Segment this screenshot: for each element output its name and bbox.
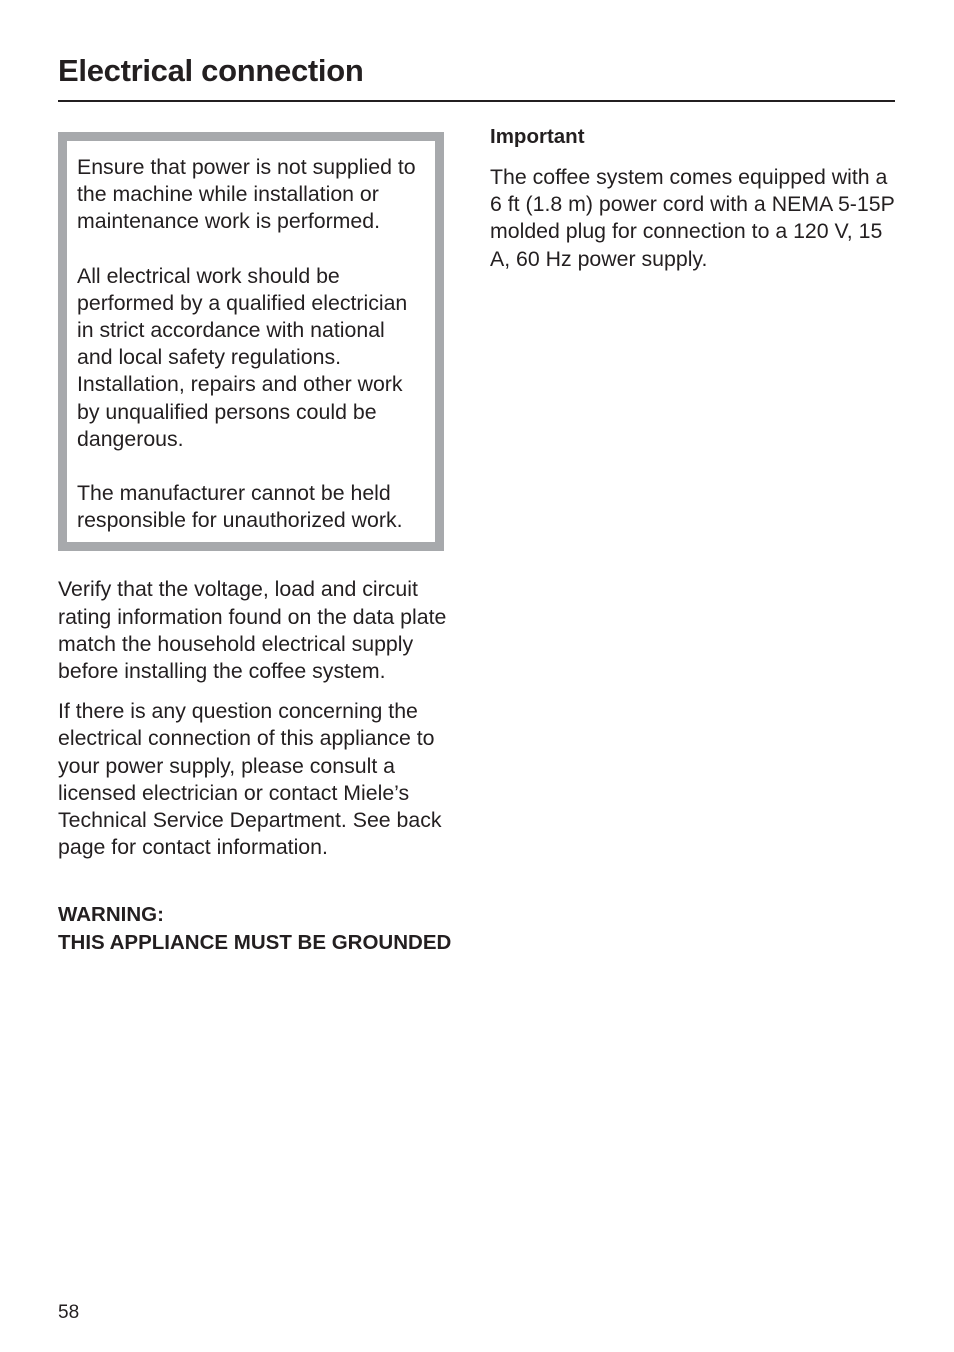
warning-box-paragraph: All electrical work should be performed by a qualified electrician in strict accordance with national and local safety regulations. Installation, repairs and other work by unqualified persons could be dangerous. (77, 263, 408, 451)
warning-box (58, 132, 444, 551)
right-column (490, 122, 895, 273)
warning-box-paragraph: The manufacturer cannot be held responsible for unauthorized work. (77, 481, 403, 533)
page-title: Electrical connection (58, 53, 364, 88)
page-number: 58 (58, 1302, 80, 1323)
body-paragraph: Verify that the voltage, load and circuit rating information found on the data plate match the household electrical supply before installing the coffee system. (58, 577, 447, 684)
important-paragraph: The coffee system comes equipped with a 6 ft (1.8 m) power cord with a NEMA 5-15P molded plug for connection to a 120 V, 15 A, 60 Hz power supply. (490, 165, 895, 271)
grounding-warning (58, 901, 468, 955)
grounding-warning-label: WARNING: (58, 903, 164, 927)
title-divider (58, 100, 895, 102)
left-column (58, 132, 468, 956)
grounding-warning-text: THIS APPLIANCE MUST BE GROUNDED (58, 930, 452, 954)
important-heading: Important (490, 125, 585, 148)
warning-box-paragraph: Ensure that power is not supplied to the machine while installation or maintenance work is performed. (77, 155, 416, 234)
body-paragraph: If there is any question concerning the electrical connection of this appliance to your power supply, please consult a licensed electrician or contact Miele’s Technical Service Department. See back page for contact information. (58, 699, 442, 860)
